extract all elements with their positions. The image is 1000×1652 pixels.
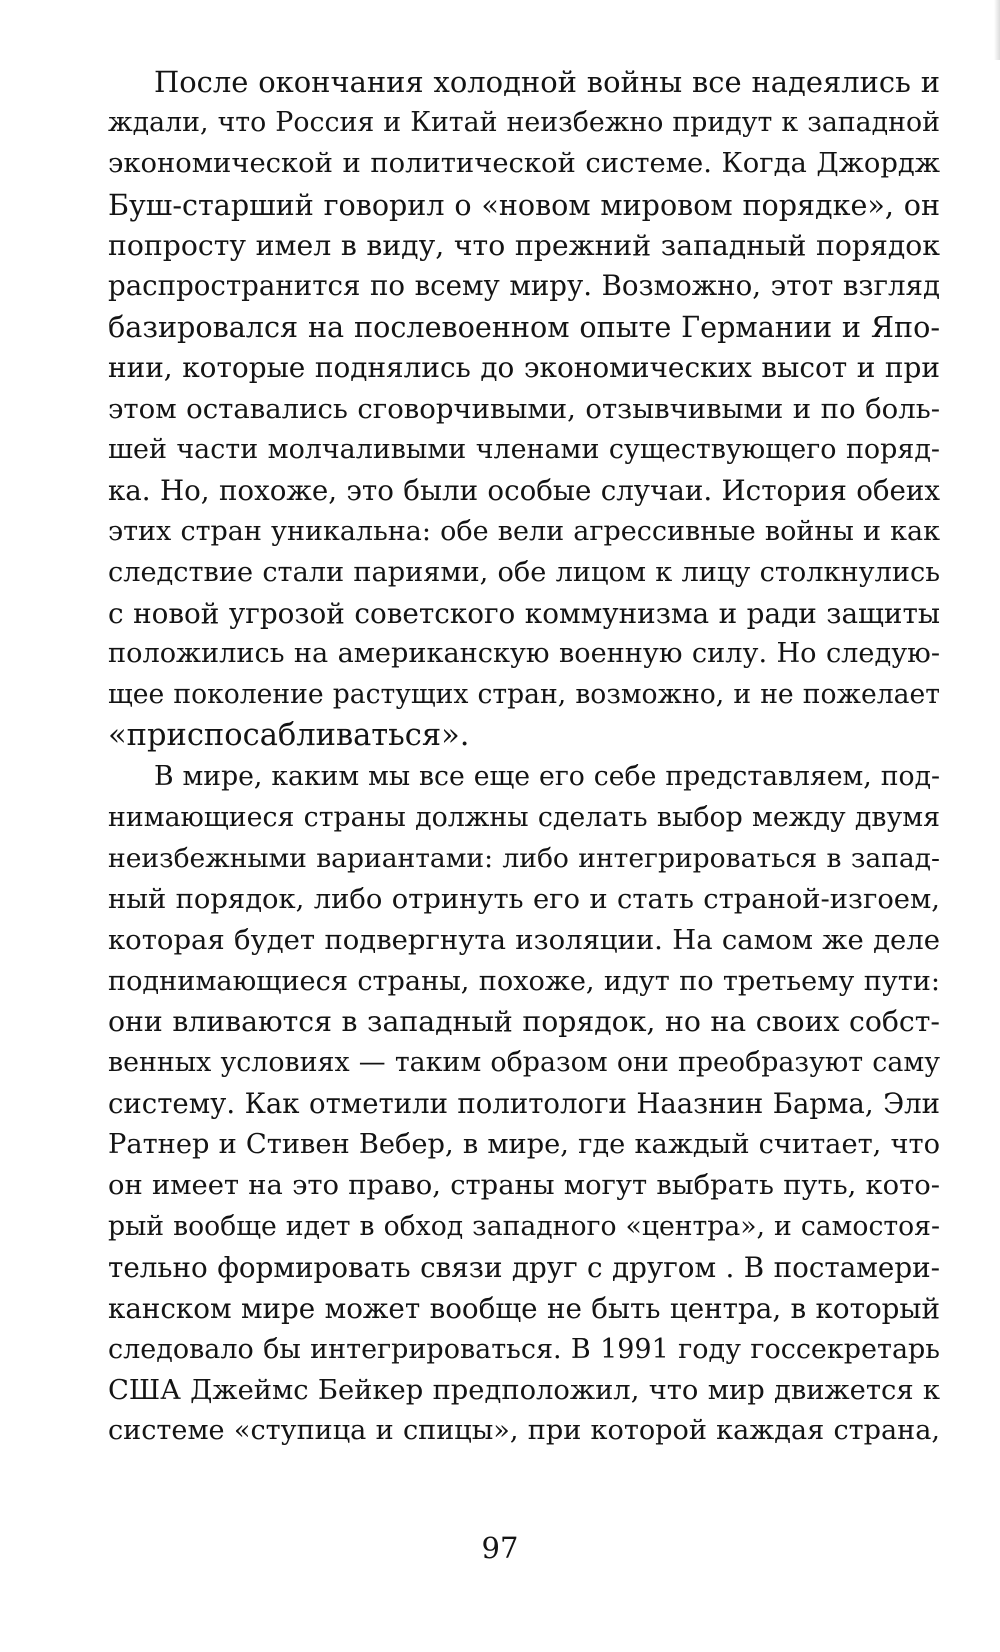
text-line: тельно формировать связи друг с другом . В постамери- — [108, 1250, 940, 1284]
text-line: поднимающиеся страны, похоже, идут по третьему пути: — [108, 965, 940, 997]
text-line: щее поколение растущих стран, возможно, и не пожелает — [108, 679, 940, 711]
text-line: он имеет на это право, страны могут выбрать путь, кото- — [108, 1170, 940, 1202]
text-line: рый вообще идет в обход западного «центра», и самостоя- — [108, 1210, 940, 1242]
text-line: шей части молчаливыми членами существующего поряд- — [108, 434, 940, 466]
text-line: Буш-старший говорил о «новом мировом порядке», он — [108, 187, 940, 222]
text-line: Ратнер и Стивен Вебер, в мире, где каждый считает, что — [108, 1129, 940, 1161]
text-line: следовало бы интегрироваться. В 1991 году госсекретарь — [108, 1333, 940, 1365]
text-line: ный порядок, либо отринуть его и стать страной-изгоем, — [108, 883, 940, 915]
page-edge-shadow — [994, 0, 1000, 60]
text-line: положились на американскую военную силу. Но следую- — [108, 638, 940, 670]
body-text — [108, 62, 940, 1452]
text-line: этих стран уникальна: обе вели агрессивные войны и как — [108, 515, 940, 547]
text-line: неизбежными вариантами: либо интегрироваться в запад- — [108, 842, 940, 874]
text-line: попросту имел в виду, что прежний западный порядок — [108, 228, 940, 262]
text-line: систему. Как отметили политологи Наазнин Барма, Эли — [108, 1088, 940, 1121]
text-line: В мире, каким мы все еще его себе представляем, под- — [154, 761, 940, 793]
text-line: нии, которые поднялись до экономических высот и при — [108, 351, 940, 385]
text-line: которая будет подвергнута изоляции. На самом же деле — [108, 924, 940, 956]
text-line: с новой угрозой советского коммунизма и ради защиты — [108, 596, 940, 630]
text-line: следствие стали париями, обе лицом к лицу столкнулись — [108, 556, 940, 588]
text-line: канском мире может вообще не быть центра, в который — [108, 1291, 940, 1325]
text-line: После окончания холодной войны все надеялись и — [154, 65, 940, 99]
text-line: ка. Но, похоже, это были особые случаи. История обеих — [108, 473, 940, 507]
text-line: ждали, что Россия и Китай неизбежно придут к западной — [108, 106, 940, 138]
text-line: венных условиях — таким образом они преобразуют саму — [108, 1047, 940, 1079]
text-line: распространится по всему миру. Возможно, этот взгляд — [108, 269, 940, 303]
paragraph-2 — [108, 757, 940, 1452]
text-line: они вливаются в западный порядок, но на своих собст- — [108, 1005, 940, 1039]
text-line: США Джеймс Бейкер предположил, что мир движется к — [108, 1374, 940, 1406]
text-line: нимающиеся страны должны сделать выбор между двумя — [108, 802, 940, 834]
text-line: «приспосабливаться». — [108, 718, 470, 754]
text-line: этом оставались сговорчивыми, отзывчивыми и по боль- — [108, 393, 940, 426]
text-line: системе «ступица и спицы», при которой каждая страна, — [108, 1415, 940, 1447]
page-number: 97 — [481, 1531, 519, 1565]
text-line: экономической и политической системе. Когда Джордж — [108, 147, 940, 179]
text-line: базировался на послевоенном опыте Германии и Япо- — [108, 310, 940, 345]
paragraph-1 — [108, 62, 940, 757]
